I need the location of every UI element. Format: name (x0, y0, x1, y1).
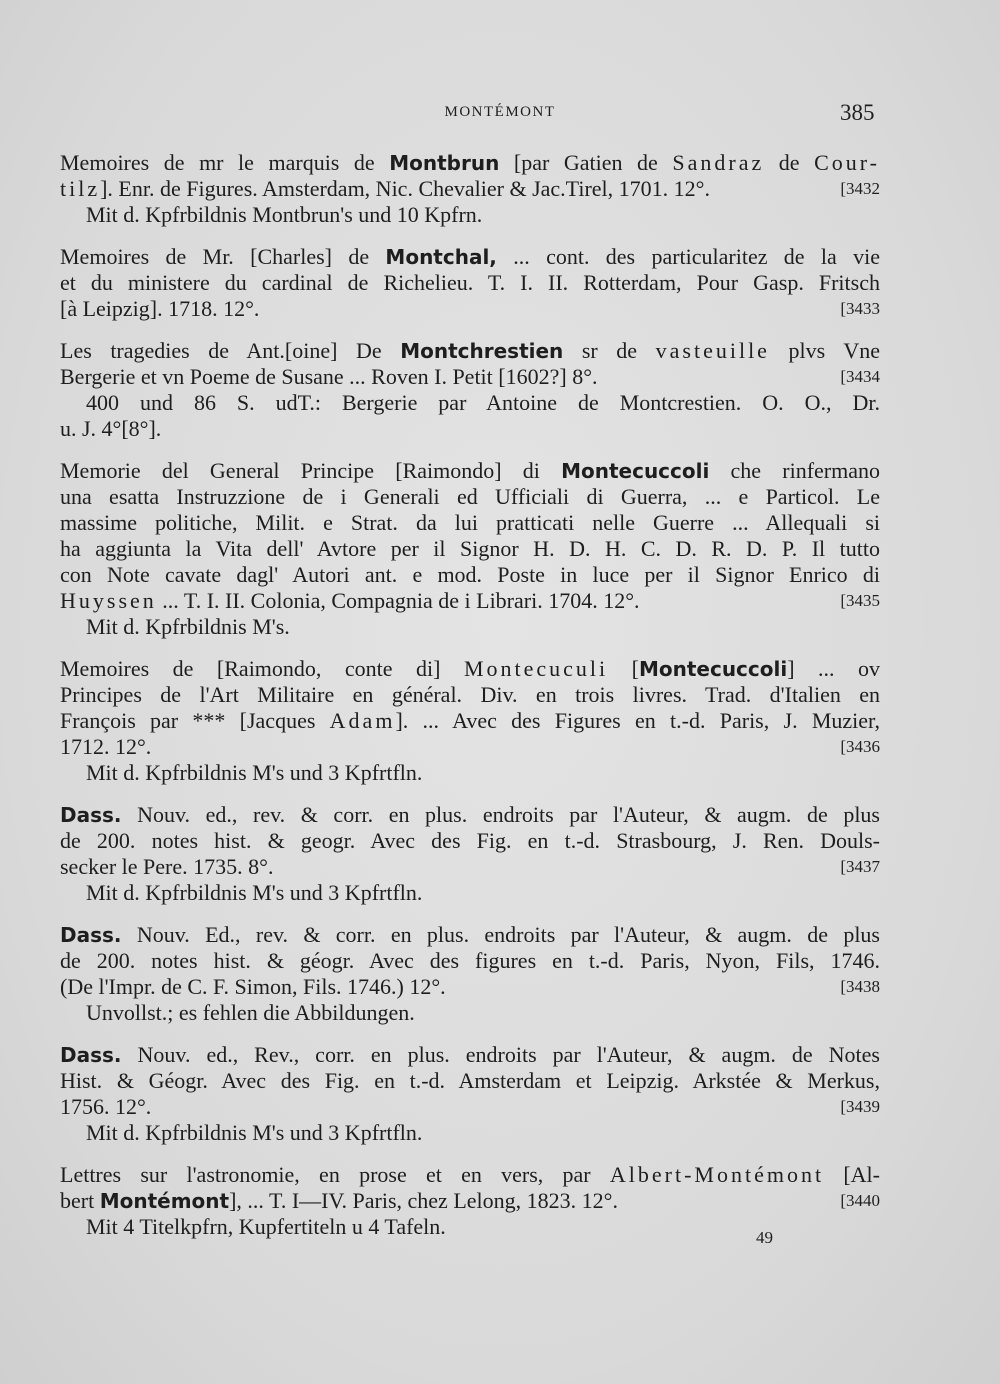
spaced-name: Sandraz (672, 150, 765, 175)
catalogue-entry (60, 458, 880, 640)
entry-line: con Note cavate dagl' Autori ant. e mod. Poste in luce per il Signor Enrico di (60, 562, 880, 587)
entry-line: et du ministere du cardinal de Richelieu. T. I. II. Rotterdam, Pour Gasp. Fritsch (60, 270, 880, 295)
entry-number: [3440 (840, 1191, 880, 1210)
entry-line: Bergerie et vn Poeme de Susane ... Roven I. Petit [1602?] 8°. [3434 (60, 364, 880, 389)
spaced-name: Huyssen (60, 588, 157, 613)
heading-name: Dass. (60, 1043, 122, 1067)
entry-note: 400 und 86 S. udT.: Bergerie par Antoine de Montcrestien. O. O., Dr. (86, 390, 880, 415)
entry-note: Mit d. Kpfrbildnis Montbrun's und 10 Kpfrn. (86, 202, 483, 227)
entry-number: [3433 (840, 299, 880, 318)
entry-line: tilz]. Enr. de Figures. Amsterdam, Nic. Chevalier & Jac.Tirel, 1701. 12°. [3432 (60, 176, 880, 201)
heading-name: Dass. (60, 803, 122, 827)
catalogue-entry (60, 338, 880, 442)
entry-line: Huyssen ... T. I. II. Colonia, Compagnia de i Librari. 1704. 12°. [3435 (60, 588, 880, 613)
spaced-name: Albert-Montémont (609, 1162, 825, 1187)
entry-number: [3432 (840, 179, 880, 198)
entry-number: [3434 (840, 367, 880, 386)
catalogue-entry (60, 656, 880, 786)
entry-line: de 200. notes hist. & géogr. Avec des figures en t.-d. Paris, Nyon, Fils, 1746. (60, 948, 880, 973)
heading-name: Montchal, (385, 245, 497, 269)
signature-mark: 49 (756, 1228, 773, 1247)
spaced-name: Adam (329, 708, 396, 733)
entry-line: 1756. 12°. [3439 (60, 1094, 880, 1119)
entry-number: [3439 (840, 1097, 880, 1116)
entry-number: [3436 (840, 737, 880, 756)
entry-note: Mit d. Kpfrbildnis M's und 3 Kpfrtfln. (86, 760, 423, 785)
entry-line: bert Montémont], ... T. I—IV. Paris, chez Lelong, 1823. 12°. [3440 (60, 1188, 880, 1213)
heading-name: Dass. (60, 923, 122, 947)
entry-line: François par *** [Jacques Adam]. ... Avec des Figures en t.-d. Paris, J. Muzier, (60, 708, 880, 733)
entry-number: [3437 (840, 857, 880, 876)
spaced-name: Montecuculi (463, 656, 609, 681)
heading-name: Montecuccoli (638, 657, 788, 681)
entry-note: Mit d. Kpfrbildnis M's und 3 Kpfrtfln. (86, 880, 423, 905)
entry-number: [3435 (840, 591, 880, 610)
entry-line: Principes de l'Art Militaire en général. Div. en trois livres. Trad. d'Italien en (60, 682, 880, 707)
entry-note: Mit 4 Titelkpfrn, Kupfertiteln u 4 Tafeln. (86, 1214, 446, 1239)
entry-line: una esatta Instruzzione de i Generali ed Ufficiali di Guerra, ... e Particol. Le (60, 484, 880, 509)
entry-line: secker le Pere. 1735. 8°. [3437 (60, 854, 880, 879)
heading-name: Montémont (99, 1189, 230, 1213)
entry-line: Memorie del General Principe [Raimondo] di Montecuccoli che rinfermano (60, 458, 880, 483)
entry-line: Dass. Nouv. ed., Rev., corr. en plus. endroits par l'Auteur, & augm. de Notes (60, 1042, 880, 1067)
entry-note: Unvollst.; es fehlen die Abbildungen. (86, 1000, 415, 1025)
catalogue-entry (60, 802, 880, 906)
entry-line: de 200. notes hist. & geogr. Avec des Fig. en t.-d. Strasbourg, J. Ren. Douls- (60, 828, 880, 853)
entry-note: Mit d. Kpfrbildnis M's und 3 Kpfrtfln. (86, 1120, 423, 1145)
entry-line: massime politiche, Milit. e Strat. da lui pratticati nelle Guerre ... Allequali si (60, 510, 880, 535)
running-head: MONTÉMONT (444, 104, 556, 120)
entry-note: Mit d. Kpfrbildnis M's. (86, 614, 290, 639)
page-number: 385 (840, 100, 875, 125)
entry-line: Dass. Nouv. Ed., rev. & corr. en plus. endroits par l'Auteur, & augm. de plus (60, 922, 880, 947)
heading-name: Montchrestien (400, 339, 564, 363)
entry-line: 1712. 12°. [3436 (60, 734, 880, 759)
catalogue-entry (60, 1042, 880, 1146)
catalogue-entry (60, 150, 880, 228)
entry-line: Memoires de [Raimondo, conte di] Montecuculi [Montecuccoli] ... ov (60, 656, 881, 681)
entry-line: Lettres sur l'astronomie, en prose et en vers, par Albert-Montémont [Al- (60, 1162, 880, 1187)
entry-line: [à Leipzig]. 1718. 12°. [3433 (60, 296, 880, 321)
catalogue-entries (60, 150, 880, 1240)
entry-line: Dass. Nouv. ed., rev. & corr. en plus. endroits par l'Auteur, & augm. de plus (60, 802, 880, 827)
catalogue-entry (60, 244, 880, 322)
heading-name: Montecuccoli (561, 459, 710, 483)
entry-line: Les tragedies de Ant.[oine] De Montchrestien sr de vasteuille plvs Vne (60, 338, 881, 363)
entry-note: u. J. 4°[8°]. (60, 416, 162, 441)
catalogue-entry (60, 922, 880, 1026)
entry-line: Hist. & Géogr. Avec des Fig. en t.-d. Amsterdam et Leipzig. Arkstée & Merkus, (60, 1068, 880, 1093)
entry-number: [3438 (840, 977, 880, 996)
heading-name: Montbrun (389, 151, 500, 175)
spaced-name: Cour- (814, 150, 880, 175)
entry-line: (De l'Impr. de C. F. Simon, Fils. 1746.) 12°. [3438 (60, 974, 880, 999)
entry-line: Memoires de mr le marquis de Montbrun [par Gatien de Sandraz de Cour- (60, 150, 880, 175)
spaced-name: tilz (60, 176, 101, 201)
entry-line: ha aggiunta la Vita dell' Avtore per il Signor H. D. H. C. D. R. D. P. Il tutto (60, 536, 880, 561)
spaced-name: vasteuille (655, 338, 770, 363)
entry-line: Memoires de Mr. [Charles] de Montchal, ... cont. des particularitez de la vie (60, 244, 880, 269)
